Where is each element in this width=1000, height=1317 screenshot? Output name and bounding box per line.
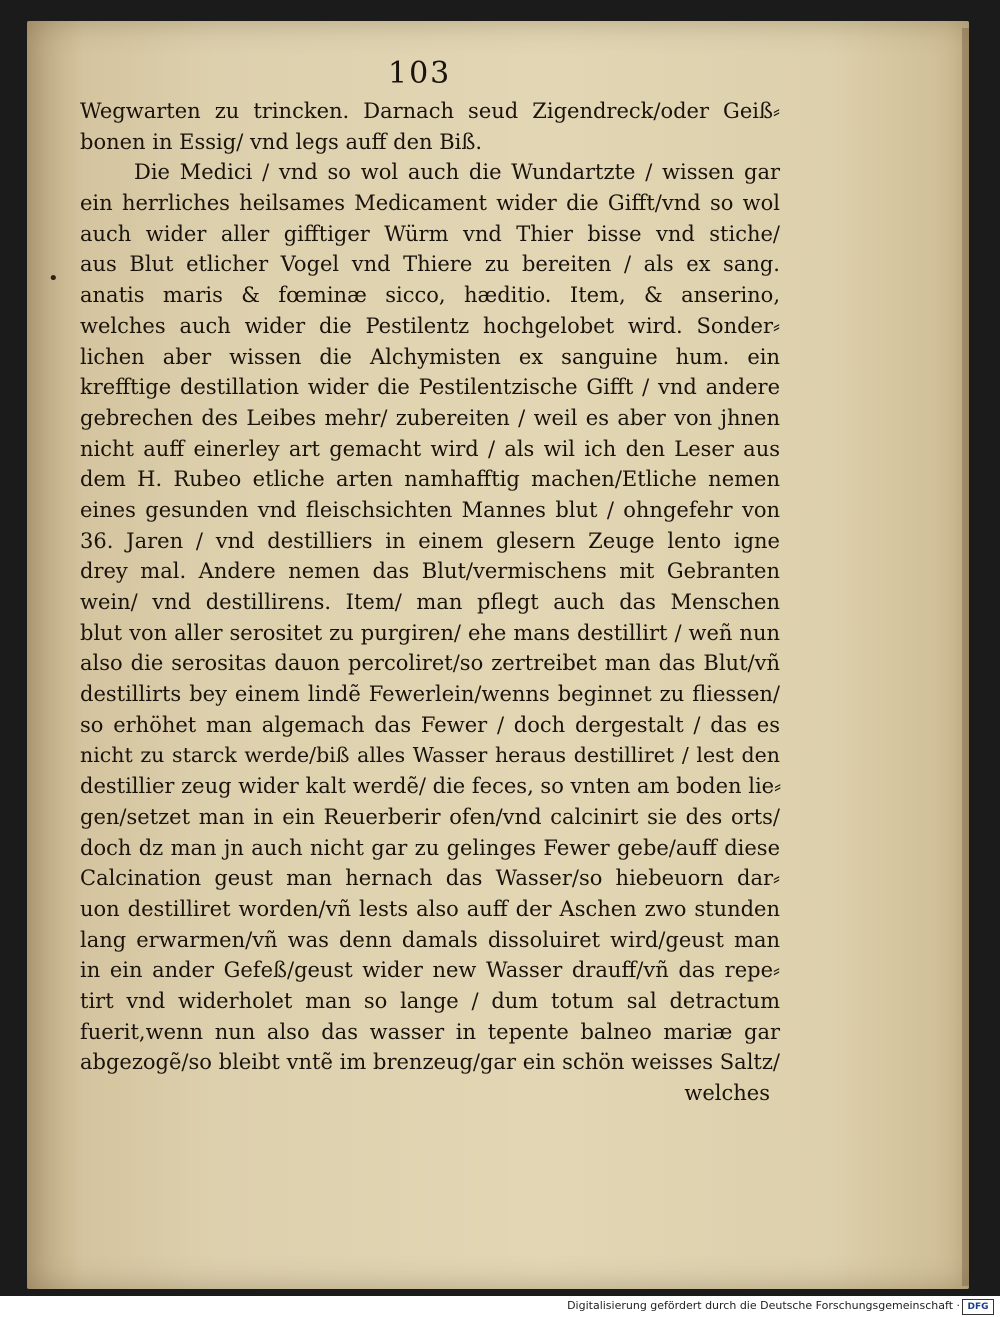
text-line: Wegwarten zu trincken. Darnach seud Zigendreck/oder Geiß⸗ [80, 99, 780, 123]
text-line: wein/ vnd destillirens. Item/ man pflegt auch das Menschen [80, 590, 780, 614]
text-line: lichen aber wissen die Alchymisten ex sanguine hum. ein [80, 344, 780, 369]
footer-credit: Digitalisierung gefördert durch die Deutsche Forschungsgemeinschaft · [567, 1299, 960, 1312]
text-line: Calcination geust man hernach das Wasser/so hiebeuorn dar⸗ [80, 866, 780, 891]
text-line: ein herrliches heilsames Medicament wider die Gifft/vnd so wol [80, 191, 780, 216]
body-text [80, 96, 780, 1109]
text-line: gen/setzet man in ein Reuerberir ofen/vnd calcinirt sie des orts/ [80, 804, 780, 829]
text-line: krefftige destillation wider die Pestilentzische Gifft / vnd andere [80, 375, 780, 400]
text-line: nicht zu starck werde/biß alles Wasser heraus destilliret / lest den [80, 743, 780, 768]
text-line: anatis maris & fœminæ sicco, hæditio. Item, & anserino, [80, 283, 780, 308]
text-line: bonen in Essig/ vnd legs auff den Biß. [80, 129, 483, 154]
text-line: nicht auff einerley art gemacht wird / als wil ich den Leser aus [80, 436, 780, 461]
page-edge [962, 28, 969, 1286]
text-line: auch wider aller gifftiger Würm vnd Thier bisse vnd stiche/ [80, 221, 780, 246]
text-line: eines gesunden vnd fleischsichten Mannes blut / ohngefehr von [80, 497, 780, 522]
text-line: welches auch wider die Pestilentz hochgelobet wird. Sonder⸗ [80, 313, 780, 338]
margin-mark: • [48, 268, 59, 289]
text-line: abgezogẽ/so bleibt vntẽ im brenzeug/gar ein schön weisses Saltz/ [80, 1050, 780, 1075]
footer-bar [0, 1296, 1000, 1317]
text-line: lang erwarmen/vñ was denn damals dissoluiret wird/geust man [80, 927, 780, 952]
text-line: so erhöhet man algemach das Fewer / doch dergestalt / das es [80, 712, 780, 737]
page-number: 103 [388, 56, 452, 91]
text-line: destillirts bey einem lindẽ Fewerlein/wenns beginnet zu fliessen/ [80, 682, 780, 707]
catchword: welches [684, 1081, 770, 1105]
text-line: doch dz man jn auch nicht gar zu gelinges Fewer gebe/auff diese [80, 835, 780, 860]
text-line: gebrechen des Leibes mehr/ zubereiten / weil es aber von jhnen [80, 405, 780, 430]
text-line: 36. Jaren / vnd destilliers in einem glesern Zeuge lento igne [80, 528, 780, 553]
text-line: in ein ander Gefeß/geust wider new Wasser drauff/vñ das repe⸗ [80, 958, 780, 983]
text-line: dem H. Rubeo etliche arten namhafftig machen/Etliche nemen [80, 467, 780, 492]
dfg-logo-icon: DFG [962, 1299, 994, 1315]
text-line: fuerit,wenn nun also das wasser in tepente balneo mariæ gar [80, 1019, 780, 1044]
text-line: tirt vnd widerholet man so lange / dum totum sal detractum [80, 988, 780, 1013]
text-line: Die Medici / vnd so wol auch die Wundartzte / wissen gar [134, 160, 780, 185]
text-line: destillier zeug wider kalt werdẽ/ die feces, so vnten am boden lie⸗ [80, 774, 782, 799]
text-line: blut von aller serositet zu purgiren/ ehe mans destillirt / weñ nun [80, 620, 780, 645]
text-line: uon destilliret worden/vñ lests also auff der Aschen zwo stunden [80, 896, 780, 921]
text-line: also die serositas dauon percoliret/so zertreibet man das Blut/vñ [80, 651, 780, 676]
text-line: aus Blut etlicher Vogel vnd Thiere zu bereiten / als ex sang. [80, 252, 780, 277]
text-line: drey mal. Andere nemen das Blut/vermischens mit Gebranten [80, 559, 780, 584]
